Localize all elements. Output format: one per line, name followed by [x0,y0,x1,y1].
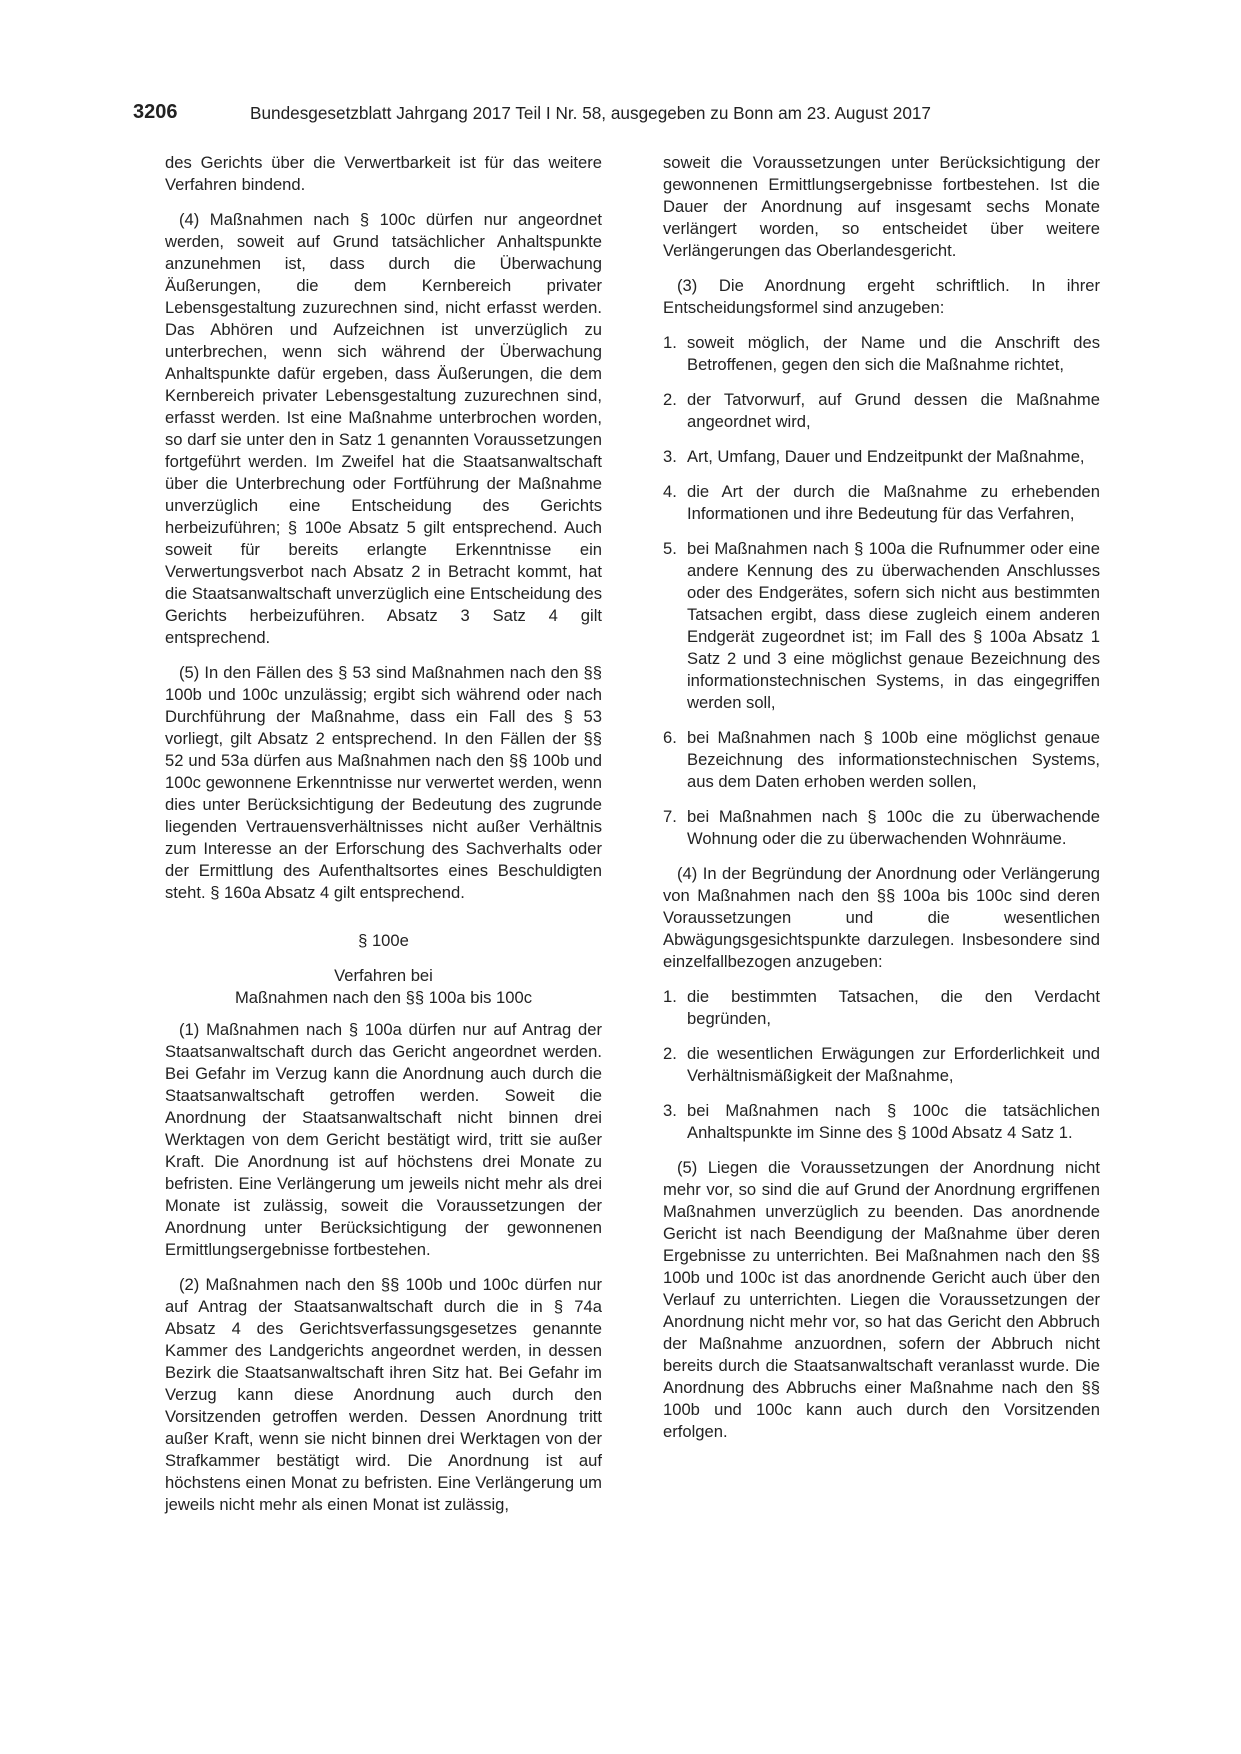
list-item-text: bei Maßnahmen nach § 100c die zu überwachende Wohnung oder die zu überwachenden Wohnräume. [687,807,1100,848]
list-item-text: Art, Umfang, Dauer und Endzeitpunkt der Maßnahme, [687,447,1085,466]
list-100e-4 [663,986,1100,1144]
paragraph-100d-5: (5) In den Fällen des § 53 sind Maßnahmen nach den §§ 100b und 100c unzulässig; ergibt sich während oder nach Durchführung der Maßnahme, dass ein Fall des § 53 vorliegt, gilt Absatz 2 entsprechend. In den Fällen der §§ 52 und 53a dürfen aus Maßnahmen nach den §§ 100b und 100c gewonnene Erkenntnisse nur verwertet werden, wenn dies unter Berücksichtigung der Bedeutung des zugrunde liegenden Vertrauensverhältnisses nicht außer Verhältnis zum Interesse an der Erforschung des Sachverhalts oder der Ermittlung des Aufenthaltsortes eines Beschuldigten steht. § 160a Absatz 4 gilt entsprechend. [165,663,602,902]
list-item-number: 3. [663,447,677,466]
list-item-number: 3. [663,1101,677,1120]
paragraph-100e-3: (3) Die Anordnung ergeht schriftlich. In ihrer Entscheidungsformel sind anzugeben: [663,276,1100,317]
paragraph-100e-4: (4) In der Begründung der Anordnung oder Verlängerung von Maßnahmen nach den §§ 100a bis 100c sind deren Voraussetzungen und die wesentlichen Abwägungsgesichtspunkte darzulegen. Insbesondere sind einzelfallbezogen anzugeben: [663,864,1100,971]
list-item-text: die Art der durch die Maßnahme zu erhebenden Informationen und ihre Bedeutung für das Verfahren, [687,482,1100,523]
section-title [165,965,602,1009]
list-item [663,806,1100,850]
list-item-number: 2. [663,1044,677,1063]
section-title-line-2: Maßnahmen nach den §§ 100a bis 100c [234,988,533,1007]
list-item [663,481,1100,525]
list-item-text: bei Maßnahmen nach § 100a die Rufnummer oder eine andere Kennung des zu überwachenden Anschlusses oder des Endgerätes, sofern sich nicht aus bestimmten Tatsachen ergibt, dass diese zugleich einem anderen Endgerät zugeordnet ist; im Fall des § 100a Absatz 1 Satz 2 und 3 eine möglichst genaue Bezeichnung des informationstechnischen Systems, in das eingegriffen werden soll, [687,539,1100,712]
list-item [663,1043,1100,1087]
list-item-number: 6. [663,728,677,747]
list-item-number: 1. [663,333,677,352]
section-title-line-1: Verfahren bei [334,966,433,985]
paragraph-100e-5: (5) Liegen die Voraussetzungen der Anordnung nicht mehr vor, so sind die auf Grund der Anordnung ergriffenen Maßnahmen unverzüglich zu beenden. Das anordnende Gericht ist nach Beendigung der Maßnahme über deren Ergebnisse zu unterrichten. Bei Maßnahmen nach den §§ 100b und 100c ist das anordnende Gericht auch über den Verlauf zu unterrichten. Liegen die Voraussetzungen der Anordnung nicht mehr vor, so hat das Gericht den Abbruch der Maßnahme anzuordnen, sofern der Abbruch nicht bereits durch die Staatsanwaltschaft veranlasst wurde. Die Anordnung des Abbruchs einer Maßnahme nach den §§ 100b und 100c kann auch durch den Vorsitzenden erfolgen. [663,1158,1100,1441]
list-item [663,727,1100,793]
list-item-number: 2. [663,390,677,409]
list-item [663,332,1100,376]
list-item-text: die wesentlichen Erwägungen zur Erforderlichkeit und Verhältnismäßigkeit der Maßnahme, [687,1044,1100,1085]
page-number: 3206 [133,101,178,123]
list-item-number: 4. [663,482,677,501]
list-item-number: 1. [663,987,677,1006]
list-item-number: 7. [663,807,677,826]
running-head: Bundesgesetzblatt Jahrgang 2017 Teil I Nr. 58, ausgegeben zu Bonn am 23. August 2017 [250,103,931,123]
list-item-number: 5. [663,539,677,558]
list-item [663,446,1100,468]
right-column [663,152,1100,1456]
list-item [663,1100,1100,1144]
list-item [663,389,1100,433]
list-item-text: soweit möglich, der Name und die Anschrift des Betroffenen, gegen den sich die Maßnahme richtet, [687,333,1100,374]
paragraph-100e-2: (2) Maßnahmen nach den §§ 100b und 100c dürfen nur auf Antrag der Staatsanwaltschaft durch die in § 74a Absatz 4 des Gerichtsverfassungsgesetzes genannte Kammer des Landgerichts angeordnet werden, in dessen Bezirk die Staatsanwaltschaft ihren Sitz hat. Bei Gefahr im Verzug kann diese Anordnung auch durch den Vorsitzenden getroffen werden. Dessen Anordnung tritt außer Kraft, wenn sie nicht binnen drei Werktagen von der Strafkammer bestätigt wird. Die Anordnung ist auf höchstens einen Monat zu befristen. Eine Verlängerung um jeweils nicht mehr als einen Monat ist zulässig, [165,1275,602,1514]
paragraph-100e-1: (1) Maßnahmen nach § 100a dürfen nur auf Antrag der Staatsanwaltschaft durch das Gericht angeordnet werden. Bei Gefahr im Verzug kann die Anordnung auch durch die Staatsanwaltschaft getroffen werden. Soweit die Anordnung der Staatsanwaltschaft nicht binnen drei Werktagen von dem Gericht bestätigt wird, tritt sie außer Kraft. Die Anordnung ist auf höchstens drei Monate zu befristen. Eine Verlängerung um jeweils nicht mehr als drei Monate ist zulässig, soweit die Voraussetzungen der Anordnung unter Berücksichtigung der gewonnenen Ermittlungsergebnisse fortbestehen. [165,1020,602,1259]
list-item-text: die bestimmten Tatsachen, die den Verdacht begründen, [687,987,1100,1028]
paragraph-100e-2-continuation: soweit die Voraussetzungen unter Berücksichtigung der gewonnenen Ermittlungsergebnisse fortbestehen. Ist die Dauer der Anordnung auf insgesamt sechs Monate verlängert worden, so entscheidet über weitere Verlängerungen das Oberlandesgericht. [663,153,1100,260]
section-number: § 100e [358,931,409,950]
paragraph-continuation: des Gerichts über die Verwertbarkeit ist für das weitere Verfahren bindend. [165,153,602,194]
list-item-text: bei Maßnahmen nach § 100b eine möglichst genaue Bezeichnung des informationstechnischen Systems, aus dem Daten erhoben werden sollen, [687,728,1100,791]
paragraph-100d-4: (4) Maßnahmen nach § 100c dürfen nur angeordnet werden, soweit auf Grund tatsächlicher Anhaltspunkte anzunehmen ist, dass durch die Überwachung Äußerungen, die dem Kernbereich privater Lebensgestaltung zuzurechnen sind, nicht erfasst werden. Das Abhören und Aufzeichnen ist unverzüglich zu unterbrechen, wenn sich während der Überwachung Anhaltspunkte dafür ergeben, dass Äußerungen, die dem Kernbereich privater Lebensgestaltung zuzurechnen sind, erfasst werden. Ist eine Maßnahme unterbrochen worden, so darf sie unter den in Satz 1 genannten Voraussetzungen fortgeführt werden. Im Zweifel hat die Staatsanwaltschaft über die Unterbrechung oder Fortführung der Maßnahme unverzüglich eine Entscheidung des Gerichts herbeizuführen; § 100e Absatz 5 gilt entsprechend. Auch soweit für bereits erlangte Erkenntnisse ein Verwertungsverbot nach Absatz 2 in Betracht kommt, hat die Staatsanwaltschaft unverzüglich eine Entscheidung des Gerichts herbeizuführen. Absatz 3 Satz 4 gilt entsprechend. [165,210,602,647]
left-column [165,152,602,1529]
list-item-text: der Tatvorwurf, auf Grund dessen die Maßnahme angeordnet wird, [687,390,1100,431]
list-item [663,986,1100,1030]
list-100e-3 [663,332,1100,850]
list-item [663,538,1100,714]
list-item-text: bei Maßnahmen nach § 100c die tatsächlichen Anhaltspunkte im Sinne des § 100d Absatz 4 Satz 1. [687,1101,1100,1142]
